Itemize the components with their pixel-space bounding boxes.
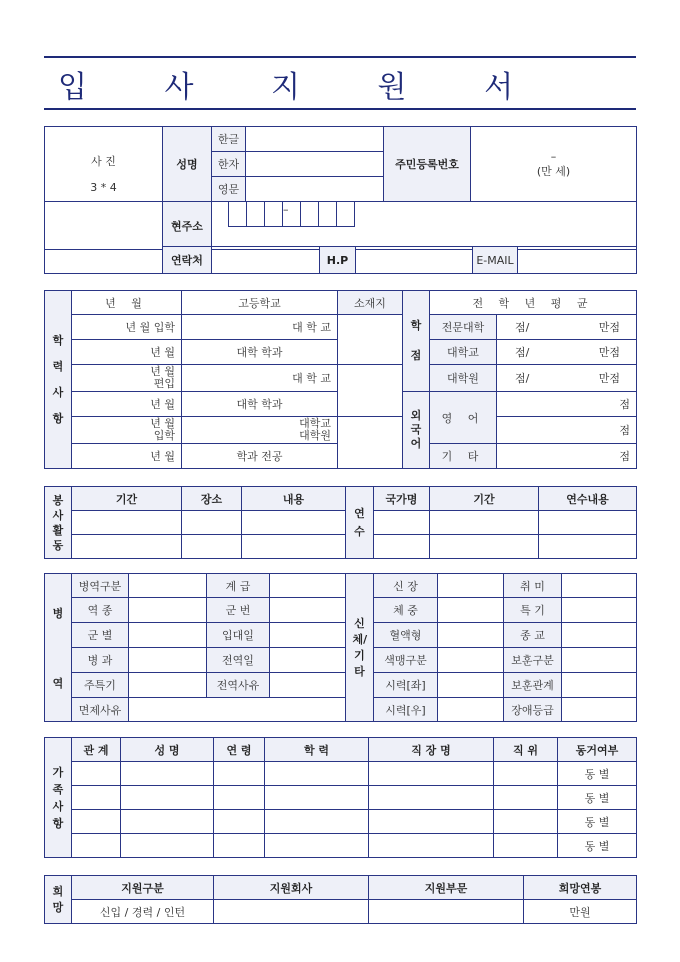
mil-input[interactable] (129, 623, 207, 648)
lang-english-label: 영 어 (430, 392, 497, 444)
education-section-label: 학력사항 (45, 291, 72, 469)
vol-cell[interactable] (242, 535, 346, 559)
fam-cell[interactable] (369, 834, 494, 858)
physical-label: 신체/기타 (346, 574, 374, 722)
fam-cell[interactable] (121, 786, 214, 810)
mil-label-4a: 병 과 (72, 648, 129, 673)
phys-label-3b: 종 교 (504, 623, 562, 648)
gpa-header: 전 학 년 평 균 (430, 291, 637, 315)
mil-input[interactable] (129, 648, 207, 673)
fam-cell[interactable] (369, 762, 494, 786)
phys-label-5b: 보훈관계 (504, 673, 562, 698)
phys-label-3a: 혈액형 (374, 623, 438, 648)
train-cell[interactable] (430, 511, 539, 535)
edu-row-4-date[interactable]: 년 월 (72, 392, 182, 417)
fam-col-cohab: 동거여부 (558, 738, 637, 762)
edu-row-2-date[interactable]: 년 월 (72, 340, 182, 365)
train-col-period: 기간 (430, 487, 539, 511)
phys-input[interactable] (438, 598, 504, 623)
photo-label: 사 진 (91, 155, 116, 168)
fam-cohab-3[interactable]: 동 별 (558, 810, 637, 834)
fam-col-age: 연 령 (214, 738, 265, 762)
phys-label-6a: 시력[우] (374, 698, 438, 722)
phys-label-1a: 신 장 (374, 574, 438, 598)
fam-col-relation: 관 계 (72, 738, 121, 762)
email-input[interactable] (518, 247, 637, 274)
edu-row-4-school[interactable]: 대학 학과 (182, 392, 338, 417)
phys-input[interactable] (438, 698, 504, 722)
desired-table (44, 875, 637, 924)
title-top-rule (44, 56, 636, 58)
phys-input[interactable] (438, 648, 504, 673)
photo-size: 3 * 4 (90, 181, 117, 194)
fam-cell[interactable] (369, 810, 494, 834)
family-table (44, 737, 637, 858)
postal-code-boxes[interactable] (228, 202, 355, 227)
fam-cohab-1[interactable]: 동 별 (558, 762, 637, 786)
name-hanja-input[interactable] (246, 152, 384, 177)
title-bottom-rule (44, 108, 636, 110)
mil-label-5b: 전역사유 (207, 673, 270, 698)
vol-cell[interactable] (72, 535, 182, 559)
age-text: (만 세) (536, 164, 571, 178)
volunteer-label: 봉사활동 (45, 487, 72, 559)
fam-cell[interactable] (121, 762, 214, 786)
fam-col-workplace: 직 장 명 (369, 738, 494, 762)
edu-row-6-school[interactable]: 학과 전공 (182, 444, 338, 469)
fam-cell[interactable] (494, 810, 558, 834)
fam-cell[interactable] (494, 834, 558, 858)
desired-company-input[interactable] (214, 900, 369, 924)
phys-label-5a: 시력[좌] (374, 673, 438, 698)
page-title: 입 사 지 원 서 (58, 70, 548, 105)
gpa-label: 학점 (403, 291, 430, 392)
vol-cell[interactable] (242, 511, 346, 535)
name-english-input[interactable] (246, 177, 384, 202)
edu-row-5-date[interactable]: 년 월 입학 (72, 417, 182, 444)
fam-cell[interactable] (265, 810, 369, 834)
fam-cell[interactable] (214, 762, 265, 786)
phys-input[interactable] (562, 648, 637, 673)
edu-row-6-date[interactable]: 년 월 (72, 444, 182, 469)
fam-cohab-2[interactable]: 동 별 (558, 786, 637, 810)
education-table (44, 290, 637, 469)
mil-label-4b: 전역일 (207, 648, 270, 673)
address-label: 현주소 (163, 202, 212, 250)
edu-row-3-date[interactable]: 년 월 편입 (72, 365, 182, 392)
desired-label: 희망 (45, 876, 72, 924)
fam-cell[interactable] (214, 834, 265, 858)
mil-input[interactable] (270, 623, 346, 648)
lang-other-label: 기 타 (430, 444, 497, 469)
mil-input[interactable] (270, 673, 346, 698)
name-hanja-label: 한자 (212, 152, 246, 177)
hp-input[interactable] (356, 247, 473, 274)
fam-cell[interactable] (214, 810, 265, 834)
name-hangul-label: 한글 (212, 127, 246, 152)
contact-label: 연락처 (163, 247, 212, 274)
fam-cell[interactable] (121, 834, 214, 858)
mil-label-2a: 역 종 (72, 598, 129, 623)
desired-col-type: 지원구분 (72, 876, 214, 900)
mil-label-3b: 입대일 (207, 623, 270, 648)
fam-col-education: 학 력 (265, 738, 369, 762)
hp-label: H.P (320, 247, 356, 274)
fam-cell[interactable] (265, 834, 369, 858)
train-cell[interactable] (539, 511, 637, 535)
phys-input[interactable] (562, 623, 637, 648)
family-label: 가족사항 (45, 738, 72, 858)
mil-label-1b: 계 급 (207, 574, 270, 598)
fam-cell[interactable] (265, 786, 369, 810)
edu-location-3[interactable] (338, 417, 403, 469)
vol-col-period: 기간 (72, 487, 182, 511)
email-label: E-MAIL (473, 247, 518, 274)
desired-dept-input[interactable] (369, 900, 524, 924)
desired-type-value[interactable]: 신입 / 경력 / 인턴 (72, 900, 214, 924)
phys-input[interactable] (562, 574, 637, 598)
edu-col-date: 년 월 (72, 291, 182, 315)
mil-label-5a: 주특기 (72, 673, 129, 698)
fam-cell[interactable] (72, 834, 121, 858)
edu-col-location: 소재지 (338, 291, 403, 315)
train-cell[interactable] (374, 511, 430, 535)
mil-input[interactable] (129, 673, 207, 698)
edu-location-2[interactable] (338, 365, 403, 417)
gpa-level-3: 대학원 (430, 365, 497, 392)
phys-input[interactable] (438, 574, 504, 598)
military-physical-table (44, 573, 637, 722)
gpa-value-2[interactable]: 점/ 만점 (497, 340, 637, 365)
edu-row-5-school[interactable]: 대학교 대학원 (182, 417, 338, 444)
mil-input[interactable] (129, 598, 207, 623)
contact-input[interactable] (212, 247, 320, 274)
photo-box-foot (45, 247, 163, 274)
fam-col-position: 직 위 (494, 738, 558, 762)
mil-label-6a: 면제사유 (72, 698, 129, 722)
train-cell[interactable] (539, 535, 637, 559)
personal-info-table (44, 126, 637, 250)
phys-input[interactable] (562, 673, 637, 698)
photo-box[interactable] (45, 127, 163, 202)
rrn-label: 주민등록번호 (384, 127, 471, 202)
desired-salary-input[interactable]: 만원 (524, 900, 637, 924)
rrn-input[interactable] (471, 127, 637, 202)
vol-col-content: 내용 (242, 487, 346, 511)
name-english-label: 영문 (212, 177, 246, 202)
vol-cell[interactable] (182, 535, 242, 559)
fam-cell[interactable] (72, 786, 121, 810)
lang-english-score-2[interactable]: 점 (497, 417, 637, 444)
fam-cell[interactable] (494, 786, 558, 810)
gpa-value-3[interactable]: 점/ 만점 (497, 365, 637, 392)
phys-input[interactable] (438, 673, 504, 698)
edu-row-1-date[interactable]: 년 월 입학 (72, 315, 182, 340)
edu-col-school: 고등학교 (182, 291, 338, 315)
volunteer-table (44, 486, 637, 559)
fam-cell[interactable] (494, 762, 558, 786)
lang-label: 외국어 (403, 392, 430, 469)
train-col-country: 국가명 (374, 487, 430, 511)
fam-cell[interactable] (369, 786, 494, 810)
mil-input[interactable] (270, 648, 346, 673)
fam-col-name: 성 명 (121, 738, 214, 762)
gpa-level-1: 전문대학 (430, 315, 497, 340)
edu-row-3-school[interactable]: 대 학 교 (182, 365, 338, 392)
rrn-dash: – (550, 149, 557, 163)
name-label: 성명 (163, 127, 212, 202)
photo-box-bottom (45, 202, 163, 250)
phys-input[interactable] (562, 698, 637, 722)
vol-col-place: 장소 (182, 487, 242, 511)
fam-cell[interactable] (72, 762, 121, 786)
phys-input[interactable] (562, 598, 637, 623)
fam-cell[interactable] (72, 810, 121, 834)
contact-table (44, 246, 637, 274)
edu-row-2-school[interactable]: 대학 학과 (182, 340, 338, 365)
mil-input[interactable] (270, 574, 346, 598)
train-col-content: 연수내용 (539, 487, 637, 511)
military-label: 병 역 (45, 574, 72, 722)
phys-label-2b: 특 기 (504, 598, 562, 623)
desired-col-company: 지원회사 (214, 876, 369, 900)
mil-input[interactable] (270, 598, 346, 623)
train-cell[interactable] (430, 535, 539, 559)
phys-input[interactable] (438, 623, 504, 648)
lang-other-score[interactable]: 점 (497, 444, 637, 469)
desired-col-dept: 지원부문 (369, 876, 524, 900)
phys-label-1b: 취 미 (504, 574, 562, 598)
vol-cell[interactable] (182, 511, 242, 535)
mil-label-1a: 병역구분 (72, 574, 129, 598)
mil-label-3a: 군 별 (72, 623, 129, 648)
mil-input[interactable] (129, 574, 207, 598)
edu-row-1-school[interactable]: 대 학 교 (182, 315, 338, 340)
phys-label-4b: 보훈구분 (504, 648, 562, 673)
address-input[interactable] (212, 202, 637, 250)
lang-english-score-1[interactable]: 점 (497, 392, 637, 417)
phys-label-6b: 장애등급 (504, 698, 562, 722)
mil-label-2b: 군 번 (207, 598, 270, 623)
fam-cohab-4[interactable]: 동 별 (558, 834, 637, 858)
fam-cell[interactable] (265, 762, 369, 786)
phys-label-4a: 색맹구분 (374, 648, 438, 673)
training-label: 연수 (346, 487, 374, 559)
fam-cell[interactable] (214, 786, 265, 810)
edu-location-1[interactable] (338, 315, 403, 365)
fam-cell[interactable] (121, 810, 214, 834)
desired-col-salary: 희망연봉 (524, 876, 637, 900)
vol-cell[interactable] (72, 511, 182, 535)
postal-dash: – (283, 202, 301, 227)
phys-label-2a: 체 중 (374, 598, 438, 623)
gpa-value-1[interactable]: 점/ 만점 (497, 315, 637, 340)
gpa-level-2: 대학교 (430, 340, 497, 365)
train-cell[interactable] (374, 535, 430, 559)
exemption-input[interactable] (129, 698, 346, 722)
name-hangul-input[interactable] (246, 127, 384, 152)
